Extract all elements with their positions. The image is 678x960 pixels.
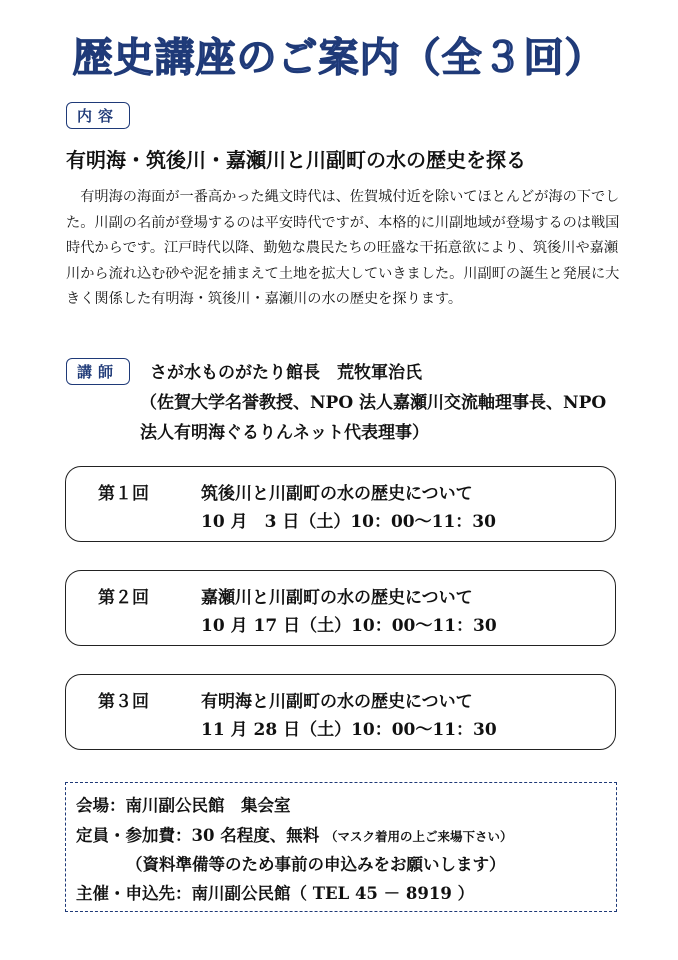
lecturer-tag: 講師 <box>66 358 130 385</box>
lecturer-name: さが水ものがたり館長 荒牧軍治氏 <box>150 363 422 383</box>
session-card-1 <box>65 466 616 542</box>
session-card-3 <box>65 674 616 750</box>
session-number: 第１回 <box>98 484 149 504</box>
session-date: 10 月 3 日（土）10：00～11：30 <box>201 512 496 532</box>
page-title: 歴史講座のご案内（全３回） <box>72 35 606 81</box>
session-number: 第３回 <box>98 692 149 712</box>
organizer-line: 主催・申込先：南川副公民館（ TEL 45 － 8919 ） <box>76 884 475 903</box>
content-headline: 有明海・筑後川・嘉瀬川と川副町の水の歴史を探る <box>66 148 526 172</box>
info-box <box>65 782 617 912</box>
session-date: 11 月 28 日（土）10：00～11：30 <box>201 720 497 740</box>
session-title: 有明海と川副町の水の歴史について <box>201 692 473 712</box>
description-paragraph: 有明海の海面が一番高かった縄文時代は、佐賀城付近を除いてほとんどが海の下でした。川副の名前が登場するのは平安時代ですが、本格的に川副地域が登場するのは戦国時代からです。江戸時代以降、勤勉な農民たちの旺盛な干拓意欲により、筑後川や嘉瀬川から流れ込む砂や泥を捕まえて土地を拡大していきました。川副町の誕生と発展に大きく関係した有明海・筑後川・嘉瀬川の水の歴史を探ります。 <box>66 189 620 308</box>
session-number: 第２回 <box>98 588 149 608</box>
session-date: 10 月 17 日（土）10：00～11：30 <box>201 616 497 636</box>
lecturer-affiliation: （佐賀大学名誉教授、NPO 法人嘉瀬川交流軸理事長、NPO 法人有明海ぐるりんネット代表理事） <box>140 393 607 443</box>
capacity-fee-text: 定員・参加費：30 名程度、無料 <box>76 826 320 845</box>
content-description <box>66 185 622 313</box>
capacity-fee-line <box>76 822 512 846</box>
session-title: 嘉瀬川と川副町の水の歴史について <box>201 588 473 608</box>
venue-line: 会場：南川副公民館 集会室 <box>76 796 291 815</box>
session-title: 筑後川と川副町の水の歴史について <box>201 484 473 504</box>
mask-note: （マスク着用の上ご来場下さい） <box>324 829 513 844</box>
session-card-2 <box>65 570 616 646</box>
content-tag: 内容 <box>66 102 130 129</box>
reservation-note: （資料準備等のため事前の申込みをお願いします） <box>126 855 506 874</box>
